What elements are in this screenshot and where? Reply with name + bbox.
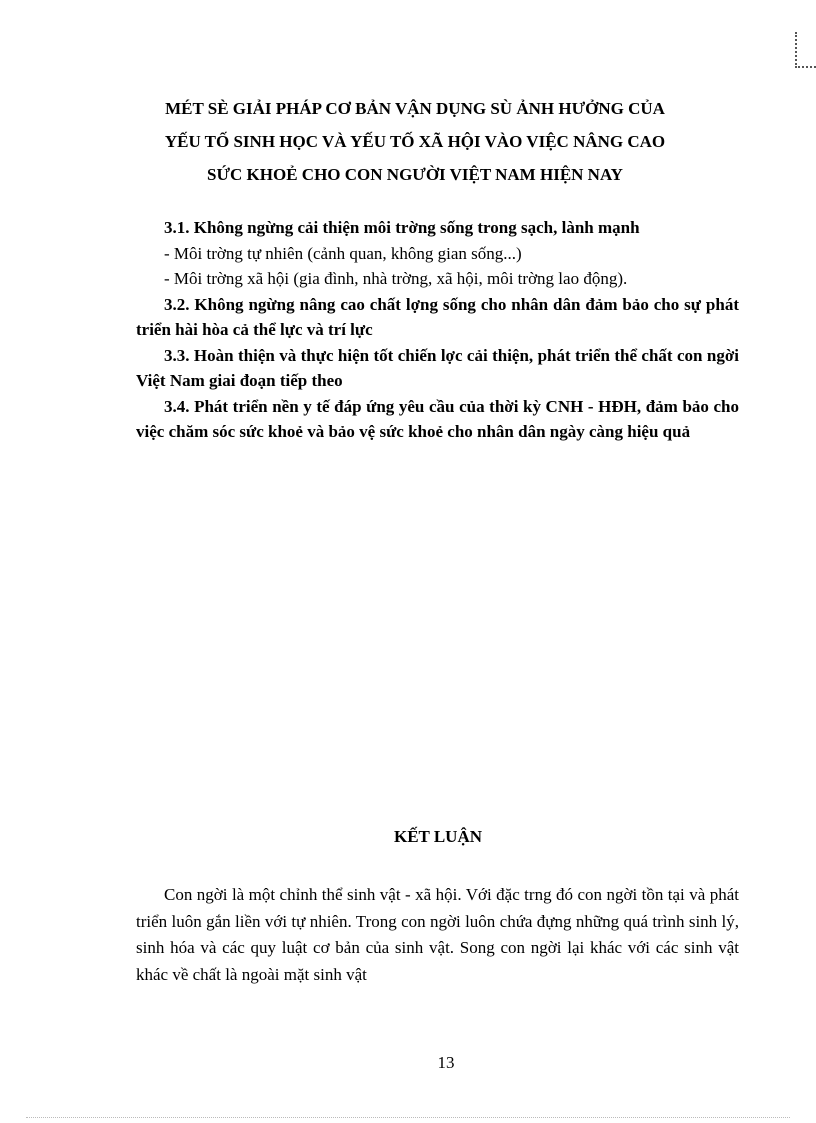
title-line-3: SỨC KHOẺ CHO CON NGƯỜI VIỆT NAM HIỆN NAY [207, 165, 623, 184]
section-3-1-item-natural: - Môi trờng tự nhiên (cảnh quan, không gian sống...) [164, 243, 522, 263]
page-bottom-rule [26, 1117, 790, 1118]
conclusion-paragraph: Con ngời là một chỉnh thể sinh vật - xã hội. Với đặc trng đó con ngời tồn tại và phát triển luôn gắn liền với tự nhiên. Trong con ngời luôn chứa đựng những quá trình sinh lý, sinh hóa và các quy luật cơ bản của sinh vật. Song con ngời lại khác với các sinh vật khác về chất là ngoài mặt sinh vật [136, 885, 739, 984]
title-line-2: YẾU TỐ SINH HỌC VÀ YẾU TỐ XÃ HỘI VÀO VIỆC NÂNG CAO [164, 132, 666, 151]
page-number: 13 [437, 1053, 455, 1072]
document-title [120, 92, 710, 191]
section-3-3-heading: 3.3. Hoàn thiện và thực hiện tốt chiến lợc cải thiện, phát triển thể chất con ngời Việt Nam giai đoạn tiếp theo [136, 345, 739, 390]
section-3-4-heading: 3.4. Phát triển nền y tế đáp ứng yêu cầu của thời kỳ CNH - HĐH, đảm bảo cho việc chăm sóc sức khoẻ và bảo vệ sức khoẻ cho nhân dân ngày càng hiệu quả [136, 396, 739, 441]
conclusion-title: KẾT LUẬN [393, 827, 482, 846]
title-line-1: MÉT SÈ GIẢI PHÁP CƠ BẢN VẬN DỤNG SÙ ẢNH HƯỞNG CỦA [165, 99, 665, 118]
page-corner-mark [795, 32, 816, 68]
section-3-1-item-social: - Môi trờng xã hội (gia đình, nhà trờng, xã hội, môi trờng lao động). [164, 269, 628, 288]
solutions-section [136, 215, 739, 445]
section-3-2-heading: 3.2. Không ngừng nâng cao chất lợng sống cho nhân dân đảm bảo cho sự phát triển hài hòa cả thể lực và trí lực [136, 294, 739, 339]
section-3-1-heading: 3.1. Không ngừng cải thiện môi trờng sống trong sạch, lành mạnh [164, 218, 640, 237]
